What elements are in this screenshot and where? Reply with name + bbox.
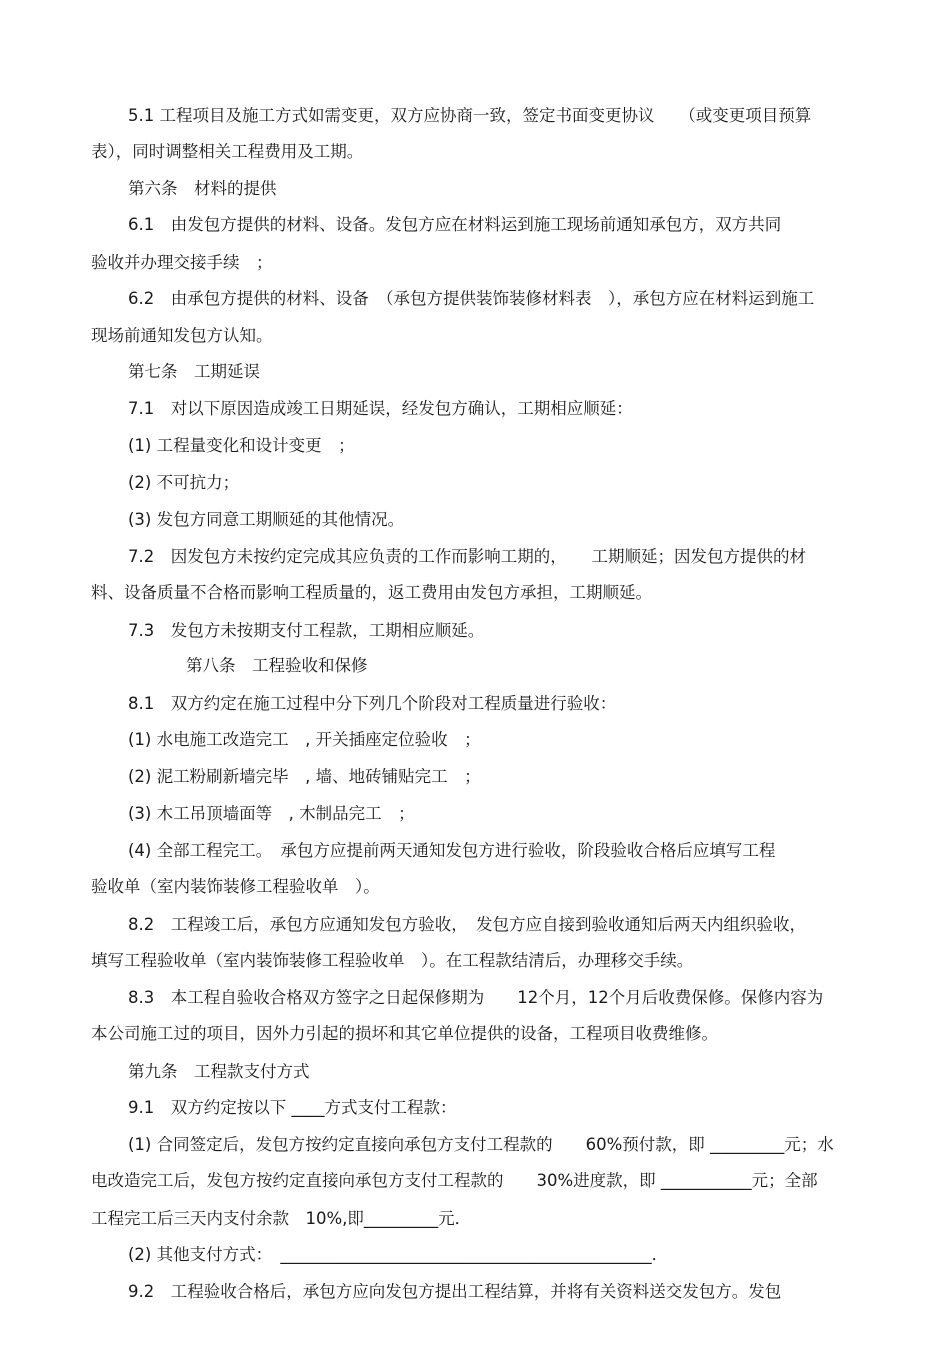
clause-8-1-item-1: (1) 水电施工改造完工 , 开关插座定位验收 ；: [128, 730, 481, 749]
clause-8-1-item-4-line-2: 验收单（室内装饰装修工程验收单 ）。: [91, 877, 380, 896]
clause-7-2-line-2: 料、设备质量不合格而影响工程质量的，返工费用由发包方承担，工期顺延。: [91, 583, 652, 602]
clause-8-1-item-4-line-1: (4) 全部工程完工。 承包方应提前两天通知发包方进行验收，阶段验收合格后应填写工程: [128, 841, 776, 860]
clause-5-1-line-2: 表），同时调整相关工程费用及工期。: [91, 142, 364, 161]
clause-8-2-line-1: 8.2 工程竣工后，承包方应通知发包方验收， 发包方应自接到验收通知后两天内组织验收，: [128, 915, 806, 934]
clause-7-3: 7.3 发包方未按期支付工程款，工期相应顺延。: [128, 621, 485, 640]
article-7-heading: 第七条 工期延误: [128, 362, 260, 381]
clause-6-1-line-2: 验收并办理交接手续 ；: [91, 253, 273, 272]
article-9-heading: 第九条 工程款支付方式: [128, 1062, 310, 1081]
clause-8-3-line-1: 8.3 本工程自验收合格双方签字之日起保修期为 12个月，12个月后收费保修。保修内容为: [128, 988, 824, 1007]
clause-9-1-item-1-line-2: 电改造完工后，发包方按约定直接向承包方支付工程款的 30%进度款，即 ___________元；全部: [91, 1171, 818, 1190]
clause-8-1-item-3: (3) 木工吊顶墙面等 , 木制品完工 ；: [128, 804, 415, 823]
clause-9-1-item-2: (2) 其他支付方式： _____________________________________________．: [128, 1245, 669, 1264]
clause-8-1-item-2: (2) 泥工粉刷新墙完毕 , 墙、地砖铺贴完工 ；: [128, 767, 481, 786]
clause-5-1-line-1: 5.1 工程项目及施工方式如需变更，双方应协商一致，签定书面变更协议 （或变更项目预算: [128, 106, 812, 125]
article-6-heading: 第六条 材料的提供: [128, 179, 277, 198]
article-8-heading: 第八条 工程验收和保修: [186, 656, 368, 675]
clause-7-1: 7.1 对以下原因造成竣工日期延误，经发包方确认，工期相应顺延：: [128, 399, 633, 418]
clause-6-2-line-1: 6.2 由承包方提供的材料、设备 （承包方提供装饰装修材料表 ），承包方应在材料运到施工: [128, 289, 815, 308]
clause-9-1-item-1-line-3: 工程完工后三天内支付余款 10%,即_________元．: [91, 1209, 472, 1228]
clause-7-2-line-1: 7.2 因发包方未按约定完成其应负责的工作而影响工期的， 工期顺延；因发包方提供的材: [128, 547, 806, 566]
clause-7-1-item-2: (2) 不可抗力；: [128, 473, 240, 492]
clause-8-2-line-2: 填写工程验收单（室内装饰装修工程验收单 ）。在工程款结清后，办理移交手续。: [91, 951, 694, 970]
clause-9-1-item-1-line-1: (1) 合同签定后，发包方按约定直接向承包方支付工程款的 60%预付款，即 _________元；水: [128, 1135, 834, 1154]
clause-8-3-line-2: 本公司施工过的项目，因外力引起的损坏和其它单位提供的设备，工程项目收费维修。: [91, 1024, 718, 1043]
clause-7-1-item-3: (3) 发包方同意工期顺延的其他情况。: [128, 510, 405, 529]
clause-9-2-line-1: 9.2 工程验收合格后，承包方应向发包方提出工程结算，并将有关资料送交发包方。发包: [128, 1282, 782, 1301]
clause-6-2-line-2: 现场前通知发包方认知。: [91, 326, 273, 345]
clause-8-1: 8.1 双方约定在施工过程中分下列几个阶段对工程质量进行验收：: [128, 694, 617, 713]
clause-7-1-item-1: (1) 工程量变化和设计变更 ；: [128, 436, 355, 455]
clause-9-1: 9.1 双方约定按以下 ____方式支付工程款：: [128, 1098, 457, 1117]
clause-6-1-line-1: 6.1 由发包方提供的材料、设备。发包方应在材料运到施工现场前通知承包方，双方共同: [128, 215, 782, 234]
